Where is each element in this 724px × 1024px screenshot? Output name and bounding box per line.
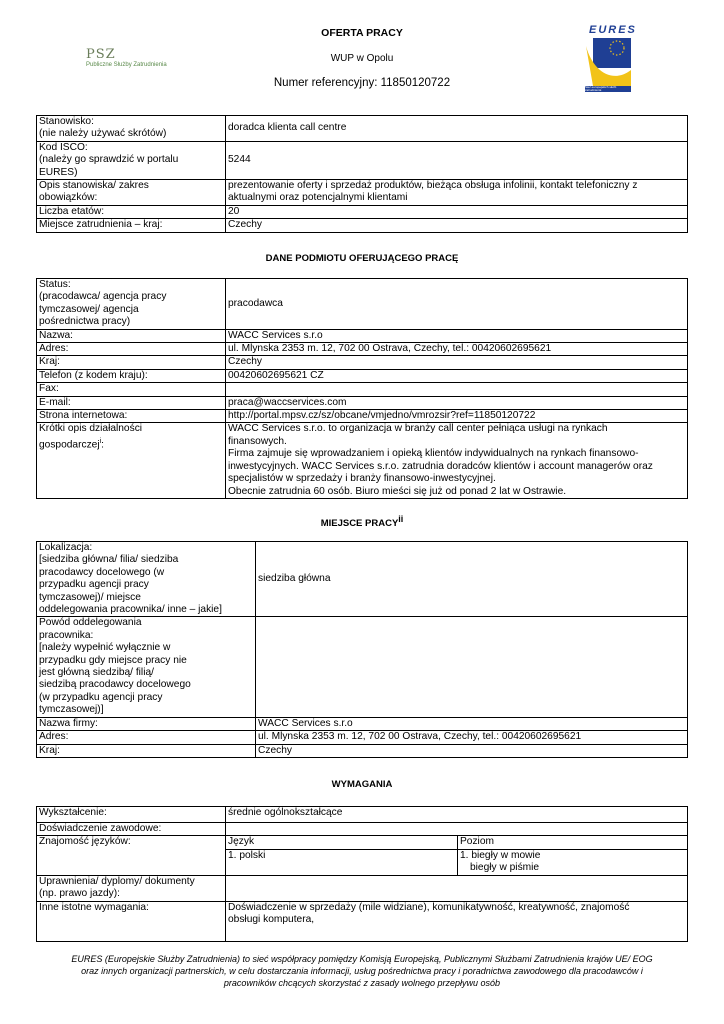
permissions-value (226, 875, 688, 901)
positions-count-label: Liczba etatów: (37, 205, 226, 218)
employer-email-label: E-mail: (37, 396, 226, 409)
table-row (37, 901, 688, 941)
table-row (37, 279, 688, 330)
education-value: średnie ogólnokształcące (226, 807, 688, 823)
eures-logo-text: EURES (589, 24, 637, 36)
table-row (37, 180, 688, 206)
reference-number: Numer referencyjny: 11850120722 (273, 77, 451, 89)
country-value: Czechy (226, 219, 688, 232)
employer-heading: DANE PODMIOTU OFERUJĄCEGO PRACĘ (265, 253, 459, 264)
experience-value (226, 823, 688, 836)
languages-label: Znajomość języków: (37, 836, 226, 875)
table-row (37, 219, 688, 232)
table-row (37, 329, 688, 342)
employer-fax-label: Fax: (37, 383, 226, 396)
location-label: Lokalizacja: [siedziba główna/ filia/ siedziba pracodawcy docelowego (w przypadku agencji pracy tymczasowej)/ miejsce oddelegowania pracownika/ inne – jakie] (37, 542, 256, 617)
reason-value (256, 617, 688, 717)
table-row (37, 396, 688, 409)
employer-phone-value: 00420602695621 CZ (226, 369, 688, 382)
company-name-label: Nazwa firmy: (37, 717, 256, 730)
table-row (37, 369, 688, 382)
activity-footnote: i (99, 437, 102, 445)
table-row (37, 116, 688, 142)
other-requirements-label: Inne istotne wymagania: (37, 901, 226, 941)
status-value: pracodawca (226, 279, 688, 330)
job-position-label: Stanowisko: (nie należy używać skrótów) (37, 116, 226, 142)
footer-note: EURES (Europejskie Służby Zatrudnienia) to sieć współpracy pomiędzy Komisją Europejską, Publicznymi Służbami Zatrudnienia krajów UE/ EOG oraz innych organizacji partnerskich, w celu dostarczania informacji, usług pośrednictwa pracy i poradnictwa zawodowego dla pracodawców i pracowników chcących skorzystać z zasady wolnego przepływu osób (71, 954, 653, 988)
permissions-label: Uprawnienia/ dyplomy/ dokumenty (np. prawo jazdy): (37, 875, 226, 901)
table-row (37, 356, 688, 369)
level-column-header: Poziom (458, 836, 688, 849)
country-label: Miejsce zatrudnienia – kraj: (37, 219, 226, 232)
experience-label: Doświadczenie zawodowe: (37, 823, 226, 836)
requirements-table (36, 806, 688, 942)
employer-address-label: Adres: (37, 343, 226, 356)
location-value: siedziba główna (256, 542, 688, 617)
job-table (36, 115, 688, 233)
psz-logo-text: PSZ (86, 47, 116, 62)
employer-fax-value (226, 383, 688, 396)
status-label: Status: (pracodawca/ agencja pracy tymczasowej/ agencja pośrednictwa pracy) (37, 279, 226, 330)
table-row (37, 383, 688, 396)
positions-count-value: 20 (226, 205, 688, 218)
table-row (37, 731, 688, 744)
table-row (37, 542, 688, 617)
workplace-address-label: Adres: (37, 731, 256, 744)
isco-value: 5244 (226, 141, 688, 179)
eures-logo (583, 24, 638, 94)
employer-country-value: Czechy (226, 356, 688, 369)
employer-name-label: Nazwa: (37, 329, 226, 342)
employer-email-value: praca@waccservices.com (226, 396, 688, 409)
language-name: 1. polski (226, 849, 458, 875)
reason-label: Powód oddelegowania pracownika: [należy wypełnić wyłącznie w przypadku gdy miejsce pracy nie jest główną siedzibą/ filią/ siedzibą pracodawcy docelowego (w przypadku agencji pracy tymczasowej)] (37, 617, 256, 717)
workplace-table (36, 541, 688, 758)
education-label: Wykształcenie: (37, 807, 226, 823)
table-row (37, 343, 688, 356)
table-row (37, 744, 688, 757)
job-position-value: doradca klienta call centre (226, 116, 688, 142)
other-requirements-value: Doświadczenie w sprzedaży (mile widziane), komunikatywność, kreatywność, znajomość obsługi komputera, (226, 901, 688, 941)
activity-value: WACC Services s.r.o. to organizacja w branży call center pełniąca usługi na rynkach finansowych. Firma zajmuje się wprowadzaniem i opieką klientów indywidualnych na rynkach finansowo- inwestycyjnych. WACC Services s.r.o. zatrudnia doradców klientów i account managerów oraz specjalistów w sprzedaży i branży finansowo-inwestycyjnej. Obecnie zatrudnia 60 osób. Biuro mieści się już od ponad 2 lat w Ostrawie. (226, 423, 688, 498)
language-level: 1. biegły w mowie biegły w piśmie (458, 849, 688, 875)
workplace-country-value: Czechy (256, 744, 688, 757)
employer-website-label: Strona internetowa: (37, 410, 226, 423)
eures-logo-tagline: Sieć europejskich służb zatrudnienia (585, 86, 617, 92)
table-row (37, 423, 688, 498)
workplace-footnote: ii (398, 514, 404, 524)
table-row (37, 807, 688, 823)
company-name-value: WACC Services s.r.o (256, 717, 688, 730)
office-name: WUP w Opolu (330, 53, 394, 64)
activity-label: Krótki opis działalności gospodarczej$^i$: (37, 423, 226, 498)
psz-logo-subtitle: Publiczne Służby Zatrudnienia (86, 62, 167, 68)
table-row (37, 823, 688, 836)
employer-table (36, 278, 688, 499)
table-row (37, 141, 688, 179)
isco-label: Kod ISCO: (należy go sprawdzić w portalu EURES) (37, 141, 226, 179)
workplace-heading: MIEJSCE PRACY$^{ii}$ (320, 514, 404, 530)
employer-phone-label: Telefon (z kodem kraju): (37, 369, 226, 382)
employer-website-value: http://portal.mpsv.cz/sz/obcane/vmjedno/vmrozsir?ref=11850120722 (226, 410, 688, 423)
employer-name-value: WACC Services s.r.o (226, 329, 688, 342)
table-row (37, 875, 688, 901)
workplace-country-label: Kraj: (37, 744, 256, 757)
table-row (37, 836, 688, 849)
psz-logo (86, 47, 186, 68)
table-row (37, 410, 688, 423)
requirements-heading: WYMAGANIA (331, 779, 393, 790)
table-row (37, 717, 688, 730)
job-description-label: Opis stanowiska/ zakres obowiązków: (37, 180, 226, 206)
employer-address-value: ul. Mlynska 2353 m. 12, 702 00 Ostrava, Czechy, tel.: 00420602695621 (226, 343, 688, 356)
workplace-address-value: ul. Mlynska 2353 m. 12, 702 00 Ostrava, Czechy, tel.: 00420602695621 (256, 731, 688, 744)
job-description-value: prezentowanie oferty i sprzedaż produktów, bieżąca obsługa infolinii, kontakt telefoniczny z aktualnymi oraz potencjalnymi klientami (226, 180, 688, 206)
table-row (37, 617, 688, 717)
language-column-header: Język (226, 836, 458, 849)
employer-country-label: Kraj: (37, 356, 226, 369)
table-row (37, 205, 688, 218)
page-title: OFERTA PRACY (321, 27, 403, 39)
